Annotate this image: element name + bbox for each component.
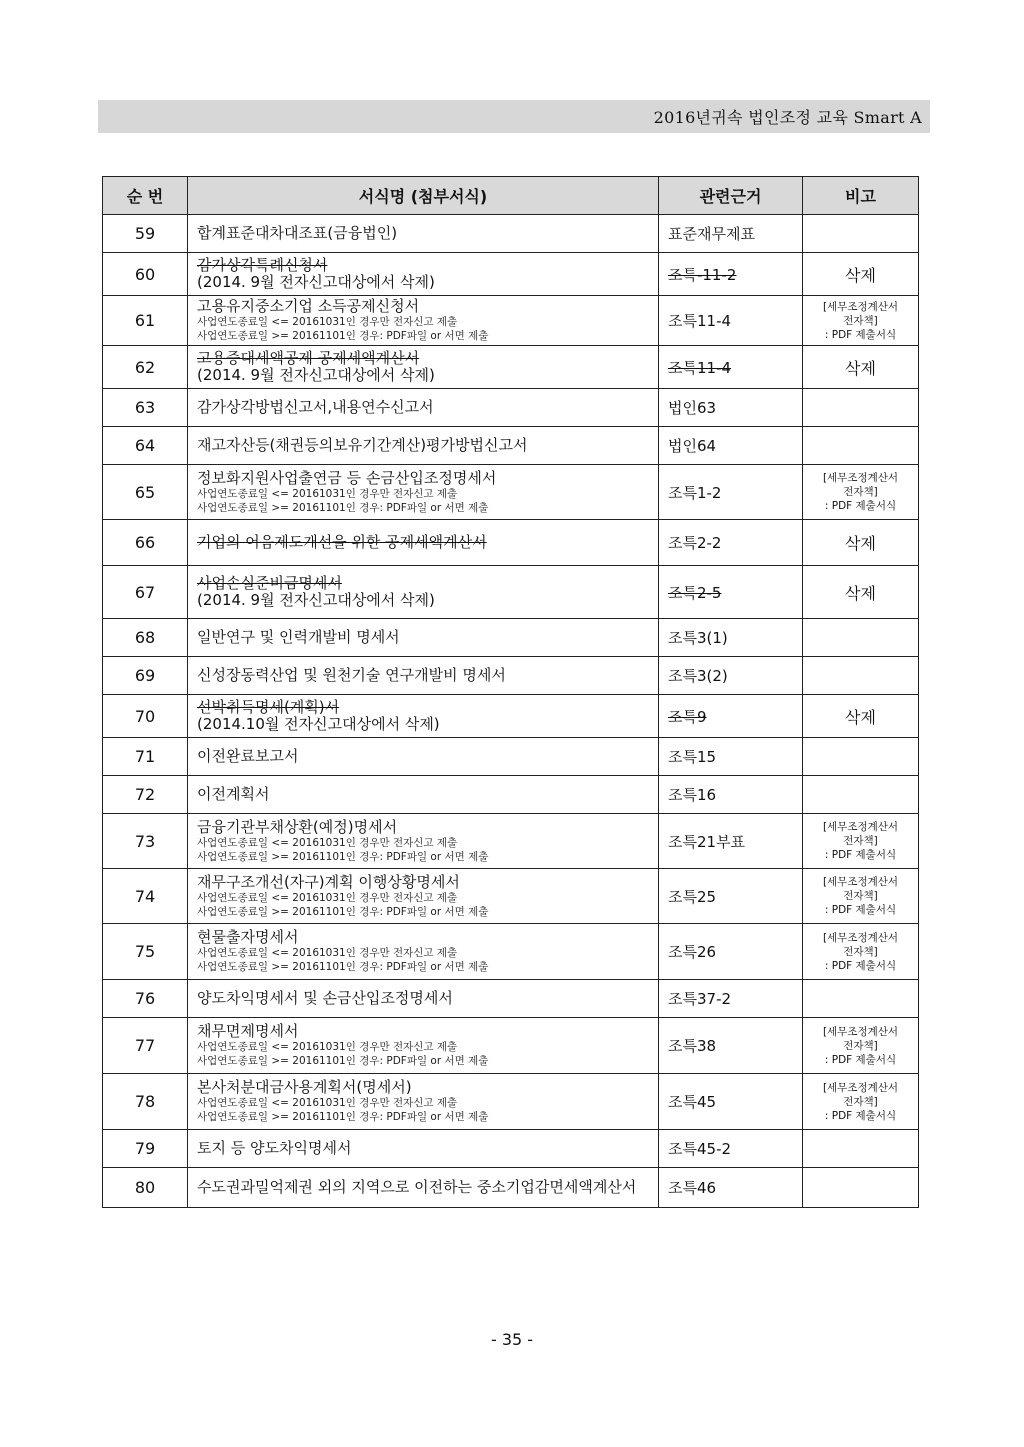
row-number: 72	[103, 776, 188, 814]
col-header-note: 비고	[803, 177, 919, 215]
submission-rule-line: 사업연도종료일 <= 20161031인 경우만 전자신고 제출	[197, 891, 458, 904]
form-title: 사업손실준비금명세서	[197, 574, 342, 592]
table-row	[103, 1130, 919, 1168]
legal-basis-cell	[659, 1130, 803, 1168]
form-title: 양도차익명세서 및 손금산입조정명세서	[197, 989, 453, 1007]
form-name-cell	[188, 427, 659, 465]
form-title: 신성장동력산업 및 원천기술 연구개발비 명세서	[197, 666, 506, 684]
form-name-cell	[188, 924, 659, 980]
form-title: 고용증대세액공제 공제세액계산서	[197, 349, 420, 367]
table-row	[103, 346, 919, 389]
submission-rule-line: 사업연도종료일 <= 20161031인 경우만 전자신고 제출	[197, 947, 458, 959]
note-cell	[803, 1018, 919, 1074]
form-name-cell	[188, 1130, 659, 1168]
row-number: 80	[103, 1168, 188, 1208]
row-number: 75	[103, 924, 188, 980]
form-name-cell	[188, 776, 659, 814]
legal-basis: 조특3(1)	[668, 629, 728, 647]
submission-rule-line: 사업연도종료일 >= 20161101인 경우: PDF파일 or 서면 제출	[197, 501, 489, 514]
row-number: 79	[103, 1130, 188, 1168]
form-title: 토지 등 양도차익명세서	[197, 1139, 352, 1157]
form-title: 고용유지중소기업 소득공제신청서	[197, 297, 420, 315]
row-number: 62	[103, 346, 188, 389]
page-number: - 35 -	[490, 1330, 534, 1349]
form-name-cell	[188, 296, 659, 346]
note-cell	[803, 924, 919, 980]
legal-basis-cell	[659, 695, 803, 738]
row-number: 69	[103, 657, 188, 695]
pdf-note-line: [세무조정계산서	[822, 1081, 899, 1094]
pdf-note-line: 전자책]	[843, 314, 878, 327]
form-name-cell	[188, 465, 659, 520]
form-title: 현물출자명세서	[197, 928, 299, 946]
legal-basis-cell	[659, 1168, 803, 1208]
legal-basis: 조특1-2	[668, 483, 722, 502]
table-row	[103, 389, 919, 427]
form-name-cell	[188, 738, 659, 776]
row-number: 68	[103, 619, 188, 657]
form-name-cell	[188, 619, 659, 657]
form-name-cell	[188, 1168, 659, 1208]
legal-basis-cell	[659, 814, 803, 869]
col-header-number: 순 번	[103, 177, 188, 215]
pdf-note-line: [세무조정계산서	[822, 472, 899, 484]
pdf-note-line: : PDF 제출서식	[824, 904, 897, 916]
forms-table	[102, 176, 919, 1208]
form-title: 정보화지원사업출연금 등 손금산입조정명세서	[197, 468, 497, 487]
table-header-row	[103, 177, 919, 215]
col-header-form-name: 서식명 (첨부서식)	[188, 177, 659, 215]
legal-basis: 조특38	[668, 1037, 717, 1055]
form-name-cell	[188, 520, 659, 566]
pdf-note-line: [세무조정계산서	[822, 821, 899, 833]
table-row	[103, 520, 919, 566]
legal-basis-cell	[659, 776, 803, 814]
pdf-note-line: 전자책]	[843, 835, 878, 847]
submission-rule-line: 사업연도종료일 <= 20161031인 경우만 전자신고 제출	[197, 1097, 458, 1109]
form-subnote: (2014. 9월 전자신고대상에서 삭제)	[197, 591, 435, 609]
legal-basis: 조특45-2	[668, 1140, 732, 1158]
table-row	[103, 215, 919, 253]
pdf-note-line: 전자책]	[843, 1095, 878, 1108]
note-cell	[803, 520, 919, 566]
submission-rule-line: 사업연도종료일 <= 20161031인 경우만 전자신고 제출	[197, 836, 458, 849]
form-name-cell	[188, 1074, 659, 1130]
note-cell	[803, 465, 919, 520]
legal-basis: 조특21부표	[668, 832, 746, 851]
submission-rule-line: 사업연도종료일 <= 20161031인 경우만 전자신고 제출	[197, 1041, 458, 1053]
legal-basis: 조특11-4	[668, 312, 732, 330]
header-title: 2016년귀속 법인조정 교육 Smart A	[653, 108, 922, 127]
pdf-note-line: : PDF 제출서식	[824, 1053, 897, 1066]
note-cell	[803, 1130, 919, 1168]
table-row	[103, 465, 919, 520]
submission-rule-line: 사업연도종료일 >= 20161101인 경우: PDF파일 or 서면 제출	[197, 1111, 489, 1123]
submission-rule-line: 사업연도종료일 >= 20161101인 경우: PDF파일 or 서면 제출	[197, 961, 489, 973]
table-row	[103, 253, 919, 296]
deleted-note: 삭제	[845, 583, 876, 603]
deleted-note: 삭제	[845, 534, 876, 553]
submission-rule-line: 사업연도종료일 >= 20161101인 경우: PDF파일 or 서면 제출	[197, 850, 489, 863]
legal-basis: 조특9	[668, 707, 707, 726]
row-number: 74	[103, 869, 188, 924]
table-row	[103, 980, 919, 1018]
pdf-note-line: : PDF 제출서식	[824, 328, 897, 341]
note-cell	[803, 389, 919, 427]
form-title: 수도권과밀억제권 외의 지역으로 이전하는 중소기업감면세액계산서	[197, 1178, 637, 1196]
note-cell	[803, 215, 919, 253]
note-cell	[803, 776, 919, 814]
form-title: 일반연구 및 인력개발비 명세서	[197, 628, 400, 646]
legal-basis-cell	[659, 1018, 803, 1074]
legal-basis-cell	[659, 1074, 803, 1130]
pdf-note-line: : PDF 제출서식	[824, 959, 897, 972]
legal-basis: 조특25	[668, 887, 717, 906]
table-row	[103, 427, 919, 465]
note-cell	[803, 566, 919, 619]
table-row	[103, 814, 919, 869]
form-name-cell	[188, 869, 659, 924]
deleted-note: 삭제	[845, 707, 876, 727]
pdf-note-line: : PDF 제출서식	[824, 500, 897, 512]
form-name-cell	[188, 814, 659, 869]
note-cell	[803, 869, 919, 924]
note-cell	[803, 346, 919, 389]
legal-basis: 조특16	[668, 786, 717, 804]
form-title: 합계표준대차대조표(금융법인)	[197, 224, 398, 242]
legal-basis: 조특2-2	[668, 534, 722, 552]
legal-basis-cell	[659, 427, 803, 465]
form-title: 재무구조개선(자구)계획 이행상황명세서	[197, 872, 460, 891]
pdf-note-line: [세무조정계산서	[822, 931, 899, 944]
form-title: 금융기관부채상환(예정)명세서	[197, 817, 398, 836]
form-name-cell	[188, 346, 659, 389]
table-row	[103, 776, 919, 814]
pdf-note-line: [세무조정계산서	[822, 1025, 899, 1038]
form-name-cell	[188, 657, 659, 695]
form-name-cell	[188, 1018, 659, 1074]
form-name-cell	[188, 566, 659, 619]
form-title: 이전완료보고서	[197, 747, 299, 765]
legal-basis-cell	[659, 619, 803, 657]
legal-basis: 조특37-2	[668, 990, 732, 1008]
legal-basis-cell	[659, 980, 803, 1018]
row-number: 60	[103, 253, 188, 296]
row-number: 70	[103, 695, 188, 738]
header-bar	[98, 100, 930, 133]
legal-basis: 조특3(2)	[668, 667, 728, 685]
note-cell	[803, 980, 919, 1018]
row-number: 64	[103, 427, 188, 465]
row-number: 73	[103, 814, 188, 869]
legal-basis-cell	[659, 346, 803, 389]
legal-basis-cell	[659, 253, 803, 296]
submission-rule-line: 사업연도종료일 >= 20161101인 경우: PDF파일 or 서면 제출	[197, 330, 489, 342]
form-title: 감가상각방법신고서,내용연수신고서	[197, 398, 434, 416]
legal-basis-cell	[659, 520, 803, 566]
pdf-note-line: : PDF 제출서식	[824, 1109, 897, 1122]
row-number: 77	[103, 1018, 188, 1074]
row-number: 59	[103, 215, 188, 253]
form-name-cell	[188, 215, 659, 253]
note-cell	[803, 296, 919, 346]
row-number: 65	[103, 465, 188, 520]
legal-basis-cell	[659, 657, 803, 695]
form-title: 본사처분대금사용계획서(명세서)	[197, 1078, 412, 1096]
form-title: 감가상각특례신청서	[197, 256, 328, 274]
pdf-note-line: 전자책]	[843, 1039, 878, 1052]
table-row	[103, 566, 919, 619]
note-cell	[803, 695, 919, 738]
table-row	[103, 869, 919, 924]
legal-basis-cell	[659, 924, 803, 980]
legal-basis: 조특26	[668, 943, 717, 961]
legal-basis-cell	[659, 465, 803, 520]
row-number: 71	[103, 738, 188, 776]
form-name-cell	[188, 695, 659, 738]
pdf-note-line: 전자책]	[843, 890, 878, 902]
legal-basis: 조특2-5	[668, 583, 722, 602]
note-cell	[803, 1168, 919, 1208]
legal-basis-cell	[659, 869, 803, 924]
pdf-note-line: : PDF 제출서식	[824, 849, 897, 861]
row-number: 67	[103, 566, 188, 619]
form-name-cell	[188, 980, 659, 1018]
form-title: 이전계획서	[197, 785, 270, 803]
submission-rule-line: 사업연도종료일 <= 20161031인 경우만 전자신고 제출	[197, 316, 458, 328]
form-title: 채무면제명세서	[197, 1022, 299, 1040]
form-subnote: (2014.10월 전자신고대상에서 삭제)	[197, 715, 440, 733]
pdf-note-line: 전자책]	[843, 945, 878, 958]
pdf-note-line: [세무조정계산서	[822, 876, 899, 888]
legal-basis: 조특46	[668, 1179, 717, 1197]
submission-rule-line: 사업연도종료일 <= 20161031인 경우만 전자신고 제출	[197, 487, 458, 500]
row-number: 66	[103, 520, 188, 566]
table-row	[103, 1168, 919, 1208]
row-number: 61	[103, 296, 188, 346]
note-cell	[803, 1074, 919, 1130]
legal-basis: 법인63	[668, 399, 717, 417]
table-row	[103, 924, 919, 980]
legal-basis: 조특-11-2	[668, 265, 737, 284]
table-row	[103, 619, 919, 657]
legal-basis: 법인64	[668, 437, 717, 455]
submission-rule-line: 사업연도종료일 >= 20161101인 경우: PDF파일 or 서면 제출	[197, 1055, 489, 1067]
legal-basis: 조특45	[668, 1093, 717, 1111]
table-row	[103, 1074, 919, 1130]
table-row	[103, 1018, 919, 1074]
note-cell	[803, 619, 919, 657]
note-cell	[803, 427, 919, 465]
legal-basis-cell	[659, 738, 803, 776]
col-header-basis: 관련근거	[659, 177, 803, 215]
form-title: 기업의 어음제도개선을 위한 공제세액계산서	[197, 533, 487, 551]
table-row	[103, 738, 919, 776]
form-title: 선박취득명세(계획)서	[197, 698, 340, 716]
note-cell	[803, 253, 919, 296]
legal-basis-cell	[659, 296, 803, 346]
legal-basis-cell	[659, 389, 803, 427]
form-subnote: (2014. 9월 전자신고대상에서 삭제)	[197, 366, 435, 384]
pdf-note-line: 전자책]	[843, 486, 878, 498]
table-row	[103, 695, 919, 738]
table-row	[103, 296, 919, 346]
row-number: 76	[103, 980, 188, 1018]
row-number: 78	[103, 1074, 188, 1130]
submission-rule-line: 사업연도종료일 >= 20161101인 경우: PDF파일 or 서면 제출	[197, 905, 489, 918]
table-row	[103, 657, 919, 695]
legal-basis: 표준재무제표	[668, 225, 755, 243]
note-cell	[803, 738, 919, 776]
deleted-note: 삭제	[845, 358, 876, 378]
form-title: 재고자산등(채권등의보유기간계산)평가방법신고서	[197, 436, 528, 454]
form-subnote: (2014. 9월 전자신고대상에서 삭제)	[197, 273, 435, 291]
legal-basis: 조특11-4	[668, 358, 732, 377]
legal-basis-cell	[659, 566, 803, 619]
pdf-note-line: [세무조정계산서	[822, 300, 899, 313]
note-cell	[803, 814, 919, 869]
legal-basis-cell	[659, 215, 803, 253]
form-name-cell	[188, 389, 659, 427]
legal-basis: 조특15	[668, 748, 717, 766]
row-number: 63	[103, 389, 188, 427]
form-name-cell	[188, 253, 659, 296]
note-cell	[803, 657, 919, 695]
deleted-note: 삭제	[845, 265, 876, 285]
